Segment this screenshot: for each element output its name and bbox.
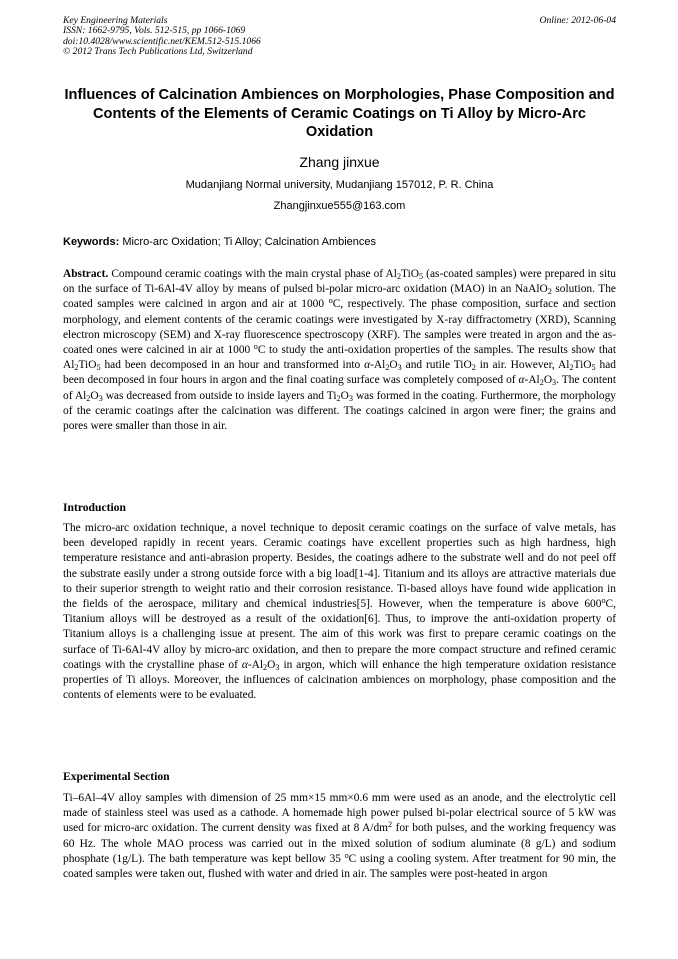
keywords-line — [63, 235, 616, 249]
experimental-text: for both pulses, and the working frequency was 60 Hz. The whole MAO process was carried out in the mixed solution of sodium aluminate (8 g/L) and sodium phosphate (1g/L). The bath temperature was kept bellow 35 — [63, 822, 616, 865]
author-name: Zhang jinxue — [299, 154, 380, 170]
abstract-text: . The content of — [63, 374, 616, 402]
issn-line: ISSN: 1662-9795, Vols. 512-515, pp 1066-1069 — [63, 25, 246, 37]
intro-text: The micro-arc oxidation technique, a novel technique to deposit ceramic coatings on the surface of valve metals, has been developed rapidly in recent years. Ceramic coatings have excellent properties such as high hardness, high temperature resistance and anti-abrasion property. Besides, the coatings adhere to the substrate well and do not peel off the substrate easily under a strong outside force with a big load[1-4]. Titanium and its alloys are attractive materials due to their superior strength to weight ratio and their corrosion resistance. Ti-based alloys have found wide application in the fields of the aerospace, military and chemical industries[5]. However, when the temperature is above 600 — [63, 522, 616, 611]
intro-text: C, Titanium alloys will be destroyed as a result of the oxidation[6]. Thus, to improve the anti-oxidation property of Titanium alloys is a challenging issue at present. The aim of this work was first to prepare ceramic coatings on the surface of Ti-6Al-4V alloy by micro-arc oxidation, and then to prepare the more compact structure and refined ceramic coatings with the crystalline phase of — [63, 598, 616, 671]
abstract-text: had been decomposed in four hours in argon and the final coating surface was completely composed of — [63, 359, 616, 387]
abstract-text: C, respectively. The phase composition, surface and section morphology, and element contents of the ceramic coatings were investigated by X-ray diffractometry (XRD), Scanning electron microscopy (SEM) and X-ray fluorescence spectroscopy (XRF). The samples were treated in argon and the as-coated ones were calcined in air at 1000 — [63, 298, 616, 357]
superscript-2: 2 — [388, 820, 393, 830]
degree-symbol: o — [601, 595, 606, 605]
journal-name: Key Engineering Materials — [63, 15, 168, 26]
abstract-text: had been decomposed in an hour and transformed into — [104, 359, 361, 372]
experimental-text: Ti–6Al–4V alloy samples with dimension of 25 mm×15 mm×0.6 mm were used as an anode, and the electrolytic cell made of stainless steel was used as a cathode. A homemade high power pulsed bi-polar electrical source of 5 kW was used for micro-arc oxidation. The current density was fixed at 8 A/dm — [63, 792, 616, 835]
formula-ti2o3: $Ti_2O_3$ — [326, 389, 353, 403]
abstract-text: (as-coated samples) were prepared in situ on the surface of Ti-6Al-4V alloy by means of pulsed bi-polar micro-arc oxidation (MAO) in an — [63, 268, 616, 296]
formula-alpha-al2o3: $\alpha-Al_2O_3$ — [518, 374, 557, 388]
paper-title: Influences of Calcination Ambiences on Morphologies, Phase Composition and Contents of the Elements of Ceramic Coatings on Ti Alloy by Micro-Arc Oxidation — [64, 87, 615, 141]
degree-symbol: o — [253, 341, 258, 351]
introduction-paragraph — [63, 521, 616, 703]
abstract-text: C to study the anti-oxidation properties of the samples. The results show that — [257, 344, 616, 357]
online-date: Online: 2012-06-04 — [539, 15, 616, 26]
formula-tio2: TiO$_2$ — [453, 359, 476, 373]
formula-al2tio5: $Al_2TiO_5$ — [558, 359, 596, 373]
abstract-text: was formed in the coating. Furthermore, the morphology of the ceramic coatings after the calcination was different. The coatings calcined in argon were finer; the grains and pores were smaller than those in air. — [63, 389, 616, 433]
abstract-text: and rutile — [405, 359, 451, 372]
formula-alpha-al2o3: $\alpha-Al_2O_3$ — [364, 359, 402, 373]
introduction-heading: Introduction — [63, 501, 126, 514]
degree-symbol: o — [328, 296, 333, 306]
author-email: Zhangjinxue555@163.com — [273, 200, 406, 212]
degree-symbol: o — [344, 850, 349, 860]
affiliation: Mudanjiang Normal university, Mudanjiang 157012, P. R. China — [185, 179, 494, 191]
keywords-text: Micro-arc Oxidation; Ti Alloy; Calcination Ambiences — [122, 236, 377, 248]
formula-naalo2: NaAlO$_2$ — [514, 283, 552, 297]
abstract-paragraph — [63, 267, 616, 434]
formula-al2tio5: $Al_2TiO_5$ — [385, 268, 424, 282]
abstract-text: was decreased from outside to inside layers and — [105, 389, 324, 402]
experimental-paragraph — [63, 791, 616, 882]
abstract-text: in air. However, — [479, 359, 555, 372]
formula-alpha-al2o3: $\alpha-Al_2O_3$ — [241, 658, 280, 672]
intro-text: in argon, which will enhance the high temperature oxidation resistance properties of Ti alloys. Moreover, the influences of calcination ambiences on morphology, phase composition and the contents of elements were to be evaluated. — [63, 658, 616, 702]
formula-al2o3: $Al_2O_3$ — [74, 389, 103, 403]
journal-header — [63, 16, 616, 58]
copyright-line: © 2012 Trans Tech Publications Ltd, Switzerland — [63, 46, 253, 58]
experimental-text: C using a cooling system. After treatment for 90 min, the coated samples were taken out, flushed with water and dried in air. The samples were post-heated in argon — [63, 852, 616, 881]
doi-line: doi:10.4028/www.scientific.net/KEM.512-515.1066 — [63, 35, 261, 47]
formula-al2tio5: $Al_2TiO_5$ — [63, 359, 101, 373]
abstract-text: Compound ceramic coatings with the main crystal phase of — [111, 268, 384, 280]
keywords-label: Keywords: — [63, 236, 120, 248]
experimental-heading: Experimental Section — [63, 770, 170, 783]
abstract-label: Abstract. — [63, 268, 109, 280]
abstract-text: solution. The coated samples were calcined in argon and air at 1000 — [63, 283, 616, 311]
